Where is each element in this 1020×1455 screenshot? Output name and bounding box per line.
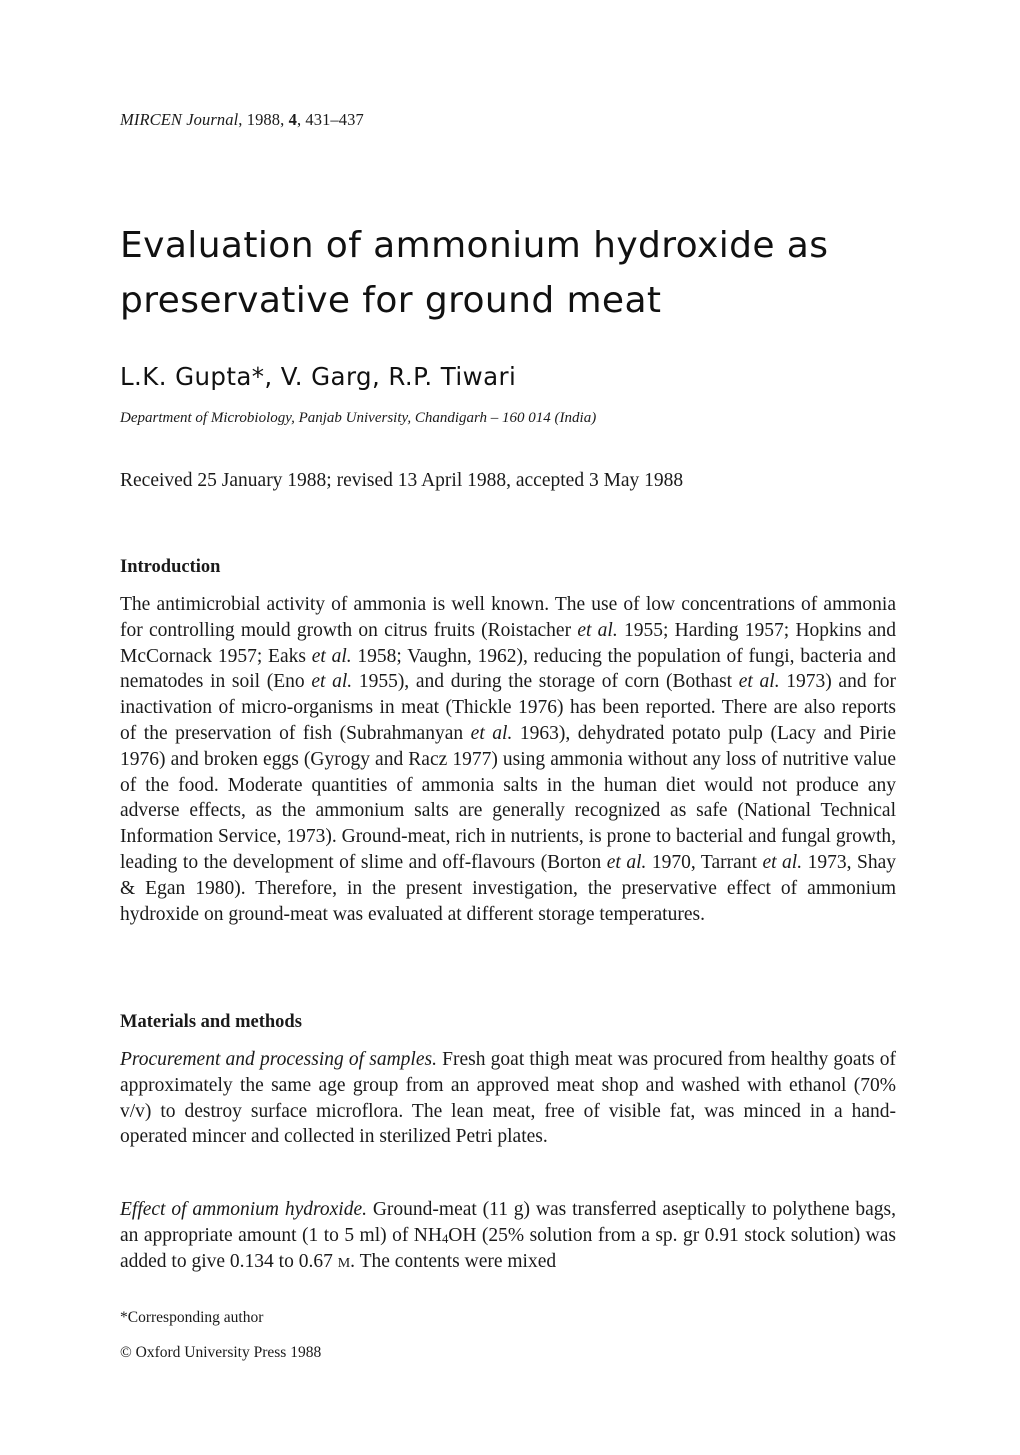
ammonium-text-a: Ground-meat (11 g) was transferred aseptically to polythene bags, an appropriate amount (1 to 5 ml) of NH xyxy=(120,1199,896,1246)
intro-etal: et al. xyxy=(311,645,352,667)
section-heading-methods: Materials and methods xyxy=(120,1012,302,1032)
procurement-text: Fresh goat thigh meat was procured from healthy goats of approximately the same age group from an approved meat shop and washed with ethanol (70% v/v) to destroy surface microflora. The lean meat, free of visible fat, was minced in a hand-operated mincer and collected in sterilized Petri plates. xyxy=(120,1049,896,1148)
journal-volume: 4 xyxy=(288,110,297,129)
intro-text-5: 1973) and for inactivation of micro-organisms in meat (Thickle 1976) has been reported. There are also reports of the preservation of fish (Subrahmanyan xyxy=(120,671,896,744)
molar-unit: m xyxy=(337,1250,351,1272)
section-heading-introduction: Introduction xyxy=(120,557,221,577)
introduction-paragraph xyxy=(120,592,896,927)
journal-name: MIRCEN Journal xyxy=(120,110,239,129)
journal-citation xyxy=(120,110,364,130)
intro-etal: et al. xyxy=(738,671,780,693)
intro-text-4: 1955), and during the storage of corn (Bothast xyxy=(352,671,739,693)
intro-etal: et al. xyxy=(470,722,513,744)
received-dates: Received 25 January 1988; revised 13 April 1988, accepted 3 May 1988 xyxy=(120,470,684,491)
methods-paragraph-ammonium xyxy=(120,1197,896,1274)
footnote-corresponding-author: *Corresponding author xyxy=(120,1309,264,1326)
intro-text-3: 1958; Vaughn, 1962), reducing the population of fungi, bacteria and nematodes in soil (Eno xyxy=(120,645,896,693)
ammonium-text-c: . The contents were mixed xyxy=(350,1250,557,1272)
subscript-4: 4 xyxy=(441,1231,449,1246)
intro-etal: et al. xyxy=(577,619,618,641)
journal-year: , 1988, xyxy=(238,110,289,129)
footnote-copyright: © Oxford University Press 1988 xyxy=(120,1344,322,1361)
intro-etal: et al. xyxy=(762,851,803,873)
intro-etal: et al. xyxy=(606,851,647,873)
intro-text-7: 1970, Tarrant xyxy=(646,851,763,873)
runin-heading-ammonium: Effect of ammonium hydroxide. xyxy=(120,1199,367,1220)
journal-pages: , 431–437 xyxy=(296,110,364,129)
ammonium-text-b: OH (25% solution from a sp. gr 0.91 stock solution) was added to give 0.134 to 0.67 xyxy=(120,1224,896,1272)
intro-text-6: 1963), dehydrated potato pulp (Lacy and Pirie 1976) and broken eggs (Gyrogy and Racz 1977) using ammonia without any loss of nutritive value of the food. Moderate quantities of ammonia salts in the human diet would not produce any adverse effects, as the ammonium salts are generally recognized as safe (National Technical Information Service, 1973). Ground-meat, rich in nutrients, is prone to bacterial and fungal growth, leading to the development of slime and off-flavours (Borton xyxy=(120,722,897,873)
runin-heading-procurement: Procurement and processing of samples. xyxy=(120,1049,437,1070)
intro-text-1: The antimicrobial activity of ammonia is well known. The use of low concentrations of ammonia for controlling mould growth on citrus fruits (Roistacher xyxy=(120,594,896,641)
methods-paragraph-procurement xyxy=(120,1047,896,1150)
intro-text-8: 1973, Shay & Egan 1980). Therefore, in the present investigation, the preservative effect of ammonium hydroxide on ground-meat was evaluated at different storage temperatures. xyxy=(120,851,896,925)
intro-etal: et al. xyxy=(311,671,353,693)
intro-text-2: 1955; Harding 1957; Hopkins and McCornack 1957; Eaks xyxy=(120,619,896,667)
author-list: L.K. Gupta*, V. Garg, R.P. Tiwari xyxy=(120,362,517,391)
affiliation: Department of Microbiology, Panjab University, Chandigarh – 160 014 (India) xyxy=(120,410,597,426)
article-title: Evaluation of ammonium hydroxide as preservative for ground meat xyxy=(120,225,829,321)
